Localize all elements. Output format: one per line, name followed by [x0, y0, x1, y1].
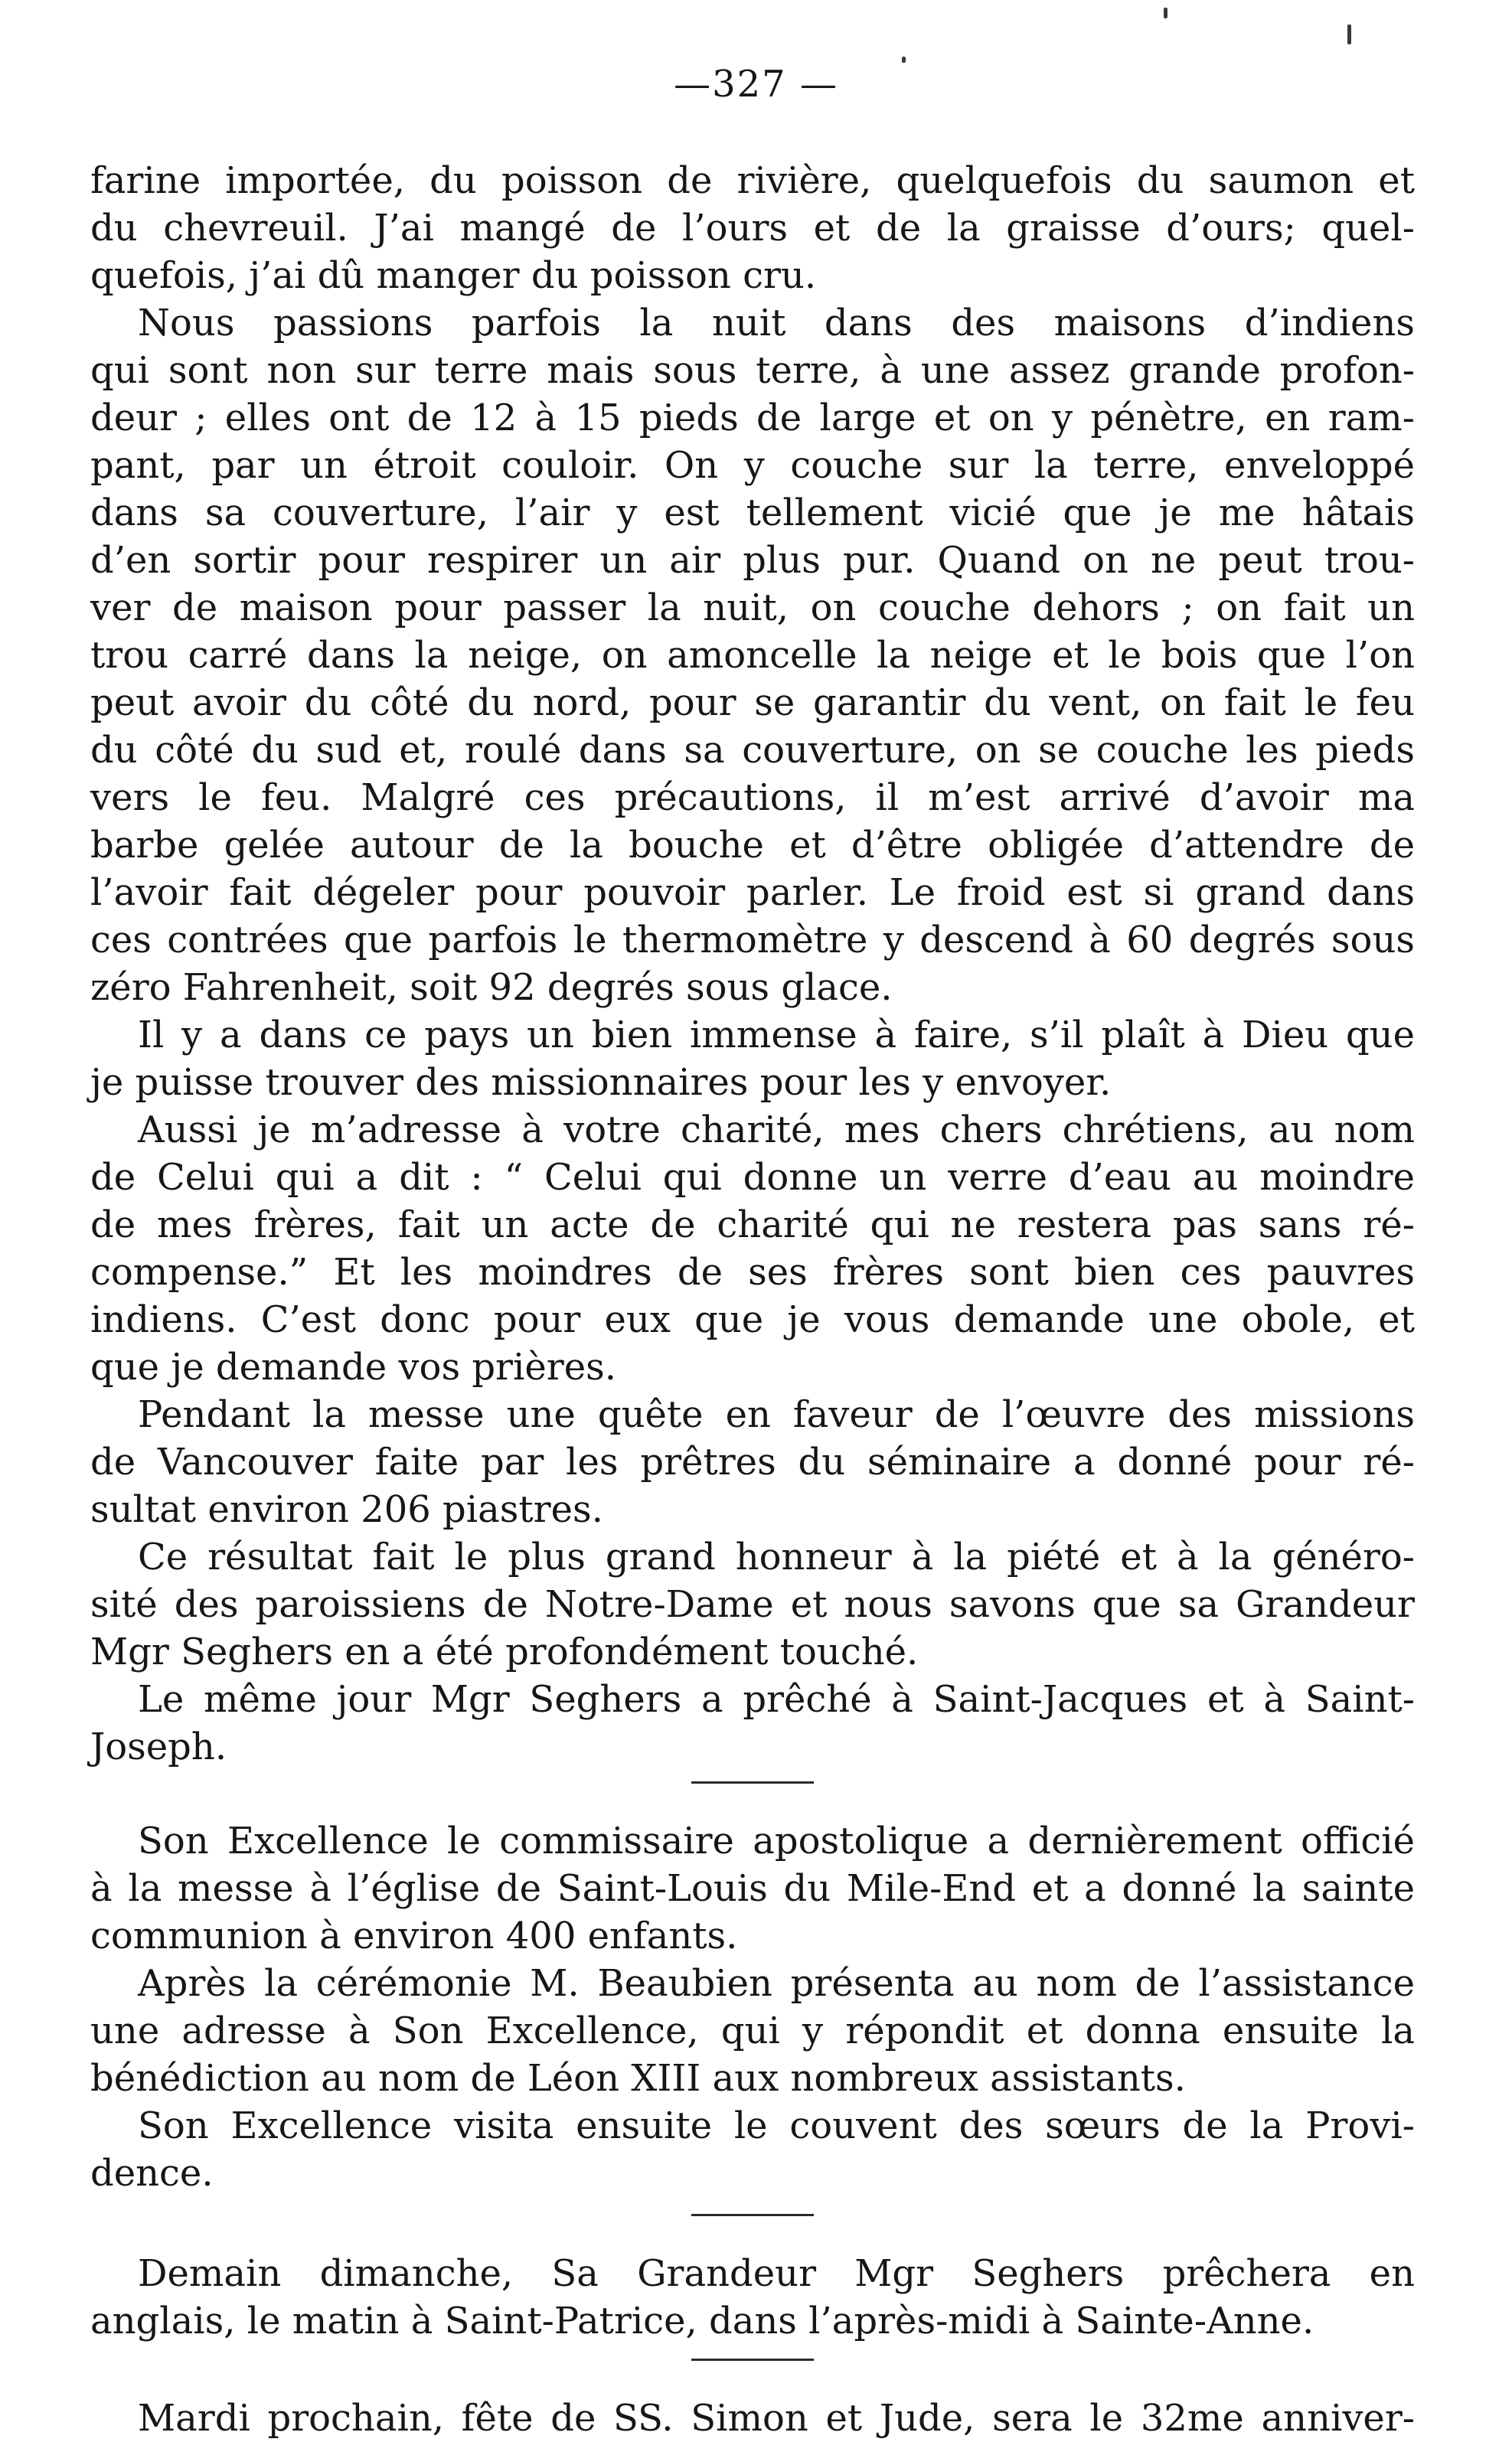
text-line: sité des paroissiens de Notre-Dame et nous savons que sa Grandeur	[90, 1583, 1415, 1626]
text-line: dence.	[90, 2152, 214, 2195]
text-line: barbe gelée autour de la bouche et d’être obligée d’attendre de	[90, 824, 1415, 867]
text-line: communion à environ 400 enfants.	[90, 1915, 738, 1957]
text-line: Pendant la messe une quête en faveur de l’œuvre des missions	[138, 1393, 1415, 1436]
section-divider	[90, 2345, 1415, 2361]
text-line: bénédiction au nom de Léon XIII aux nombreux assistants.	[90, 2057, 1186, 2100]
text-line: Son Excellence le commissaire apostolique a dernièrement officié	[138, 1820, 1415, 1863]
text-line: d’en sortir pour respirer un air plus pur. Quand on ne peut trou-	[90, 539, 1415, 582]
text-line: anglais, le matin à Saint-Patrice, dans l’après-midi à Sainte-Anne.	[90, 2300, 1314, 2342]
text-line: indiens. C’est donc pour eux que je vous demande une obole, et	[90, 1298, 1415, 1341]
text-line: que je demande vos prières.	[90, 1346, 616, 1389]
text-line: de Vancouver faite par les prêtres du séminaire a donné pour ré-	[90, 1441, 1415, 1484]
text-line: Mgr Seghers en a été profondément touché.	[90, 1631, 919, 1673]
text-line: Aussi je m’adresse à votre charité, mes chers chrétiens, au nom	[138, 1108, 1415, 1151]
text-line: dans sa couverture, l’air y est tellement vicié que je me hâtais	[90, 491, 1415, 534]
print-speck	[902, 57, 906, 63]
text-line: sultat environ 206 piastres.	[90, 1488, 603, 1531]
sunday-sermon-section	[90, 2250, 1415, 2345]
text-line: à la messe à l’église de Saint-Louis du Mile-End et a donné la sainte	[90, 1867, 1415, 1910]
print-speck	[1164, 8, 1167, 18]
text-line: Après la cérémonie M. Beaubien présenta au nom de l’assistance	[138, 1962, 1415, 2005]
article-text	[90, 157, 1415, 2442]
text-line: quefois, j’ai dû manger du poisson cru.	[90, 254, 817, 297]
text-line: du chevreuil. J’ai mangé de l’ours et de la graisse d’ours; quel-	[90, 207, 1415, 250]
text-line: je puisse trouver des missionnaires pour les y envoyer.	[90, 1061, 1112, 1104]
text-line: vers le feu. Malgré ces précautions, il m’est arrivé d’avoir ma	[90, 776, 1415, 819]
text-line: une adresse à Son Excellence, qui y répondit et donna ensuite la	[90, 2009, 1415, 2052]
text-line: trou carré dans la neige, on amoncelle la neige et le bois que l’on	[90, 634, 1415, 677]
spacer	[90, 2216, 1415, 2250]
text-line: Mardi prochain, fête de SS. Simon et Jude, sera le 32me anniver-	[138, 2397, 1415, 2440]
commissioner-section	[90, 1817, 1415, 2197]
text-line: ces contrées que parfois le thermomètre y descend à 60 degrés sous	[90, 919, 1415, 961]
text-line: Le même jour Mgr Seghers a prêché à Saint-Jacques et à Saint-	[138, 1678, 1415, 1721]
text-line: qui sont non sur terre mais sous terre, à une assez grande profon-	[90, 349, 1415, 392]
text-line: farine importée, du poisson de rivière, quelquefois du saumon et	[90, 159, 1415, 202]
print-speck	[1347, 24, 1351, 44]
text-line: Son Excellence visita ensuite le couvent des sœurs de la Provi-	[138, 2104, 1415, 2147]
anniversary-section	[90, 2395, 1415, 2442]
text-line: zéro Fahrenheit, soit 92 degrés sous glace.	[90, 966, 893, 1009]
text-line: compense.” Et les moindres de ses frères sont bien ces pauvres	[90, 1251, 1415, 1294]
text-line: deur ; elles ont de 12 à 15 pieds de large et on y pénètre, en ram-	[90, 397, 1415, 439]
missionary-letter-section	[90, 157, 1415, 1771]
page-number: —327 —	[674, 63, 838, 106]
text-line: ver de maison pour passer la nuit, on couche dehors ; on fait un	[90, 586, 1415, 629]
text-line: l’avoir fait dégeler pour pouvoir parler. Le froid est si grand dans	[90, 871, 1415, 914]
spacer	[90, 1784, 1415, 1817]
text-line: Joseph.	[90, 1725, 227, 1768]
text-line: Nous passions parfois la nuit dans des maisons d’indiens	[138, 302, 1415, 344]
text-line: Demain dimanche, Sa Grandeur Mgr Seghers prêchera en	[138, 2252, 1415, 2295]
text-line: de mes frères, fait un acte de charité qui ne restera pas sans ré-	[90, 1203, 1415, 1246]
section-divider	[90, 2197, 1415, 2216]
spacer	[90, 2361, 1415, 2395]
text-line: de Celui qui a dit : “ Celui qui donne un verre d’eau au moindre	[90, 1156, 1415, 1199]
section-divider	[90, 1771, 1415, 1784]
text-line: Il y a dans ce pays un bien immense à faire, s’il plaît à Dieu que	[138, 1014, 1415, 1056]
text-line: pant, par un étroit couloir. On y couche sur la terre, enveloppé	[90, 444, 1415, 487]
text-line: du côté du sud et, roulé dans sa couverture, on se couche les pieds	[90, 729, 1415, 772]
text-line: Ce résultat fait le plus grand honneur à la piété et à la généro-	[138, 1536, 1415, 1578]
text-line: peut avoir du côté du nord, pour se garantir du vent, on fait le feu	[90, 681, 1415, 724]
